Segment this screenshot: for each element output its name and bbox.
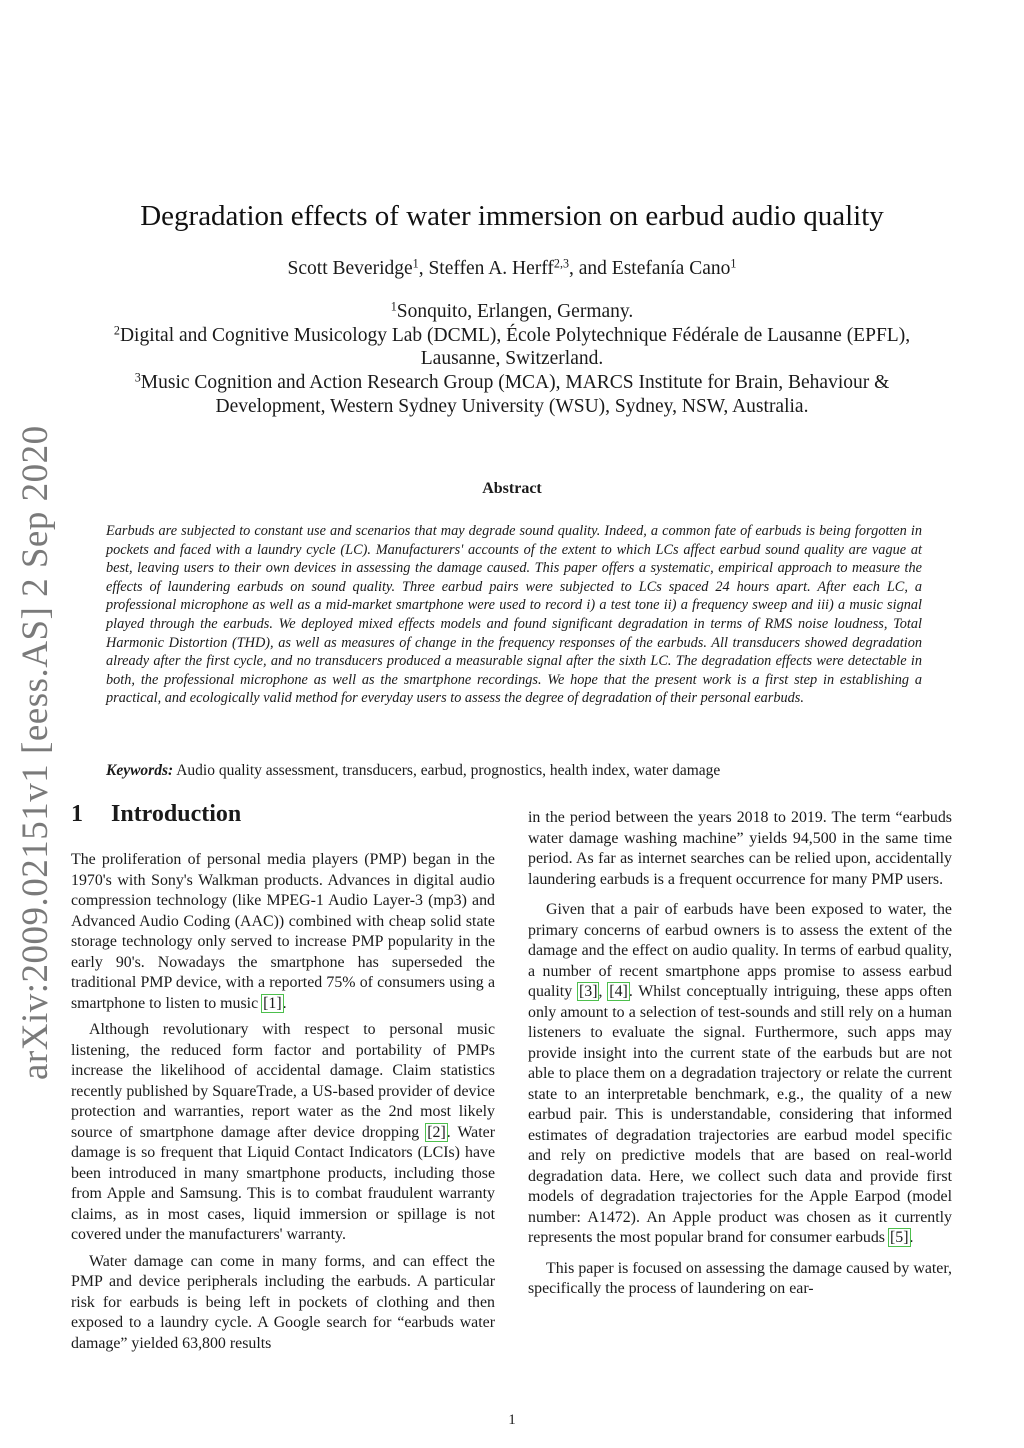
arxiv-identifier[interactable]: arXiv:2009.02151v1 [eess.AS] 2 Sep 2020 xyxy=(15,425,56,1080)
author-name: Steffen A. Herff xyxy=(428,258,554,279)
affiliation-text: Sonquito, Erlangen, Germany. xyxy=(396,301,634,322)
left-column xyxy=(71,800,495,1360)
affiliation-marker: 3 xyxy=(134,370,141,385)
paragraph-text: Although revolutionary with respect to personal music listening, the reduced form factor and portability of PMPs increase the likelihood of accidental damage. Claim statistics recently published by SquareTrade, a US-based provider of device protection and warranties, report water as the 2nd most likely source of smartphone damage after device dropping xyxy=(71,1021,495,1141)
paper-title: Degradation effects of water immersion on earbud audio quality xyxy=(140,200,884,232)
section-heading xyxy=(71,800,495,828)
citation-link[interactable]: [1] xyxy=(263,994,282,1012)
paragraph-text: , xyxy=(598,983,609,1000)
keywords xyxy=(106,762,922,780)
abstract-heading: Abstract xyxy=(482,480,542,497)
affiliation xyxy=(80,324,944,371)
paragraph xyxy=(71,850,495,1014)
paragraph-text: Water damage can come in many forms, and can effect the PMP and device peripherals including the earbuds. A particular risk for earbuds is being left in pockets of clothing and then exposed to a laundry cycle. A Google search for “earbuds water damage” yielded 63,800 results xyxy=(71,1252,495,1352)
right-column xyxy=(528,808,952,1306)
affiliation-text: Music Cognition and Action Research Group (MCA), MARCS Institute for Brain, Behaviour & Development, Western Sydney University (WSU), Sydney, NSW, Australia. xyxy=(140,372,890,417)
author-affil-marker: 2,3 xyxy=(553,256,570,271)
keywords-text: Audio quality assessment, transducers, earbud, prognostics, health index, water damage xyxy=(176,762,721,779)
abstract-text: Earbuds are subjected to constant use and scenarios that may degrade sound quality. Indeed, a common fate of earbuds is being forgotten in pockets and faced with a laundry cycle (LC). Manufacturers' accounts of the extent to which LCs affect earbud sound quality are vague at best, leaving users to their own devices in assessing the damage caused. This paper offers a systematic, empirical approach to measure the effects of laundering earbuds on sound quality. Three earbud pairs were subjected to LCs spaced 24 hours apart. After each LC, a professional microphone as well as a mid-market smartphone were used to record i) a test tone ii) a frequency sweep and iii) a music signal played through the earbuds. We deployed mixed effects models and found significant degradation in terms of RMS noise loudness, Total Harmonic Distortion (THD), as well as measures of change in the frequency responses of the earbuds. All transducers showed degradation already after the first cycle, and no transducers produced a measurable signal after the sixth LC. The degradation effects were detectable in both, the professional microphone as well as the smartphone recordings. We hope that the present work is a first step in establishing a practical, and ecologically valid method for everyday users to assess the degree of degradation of their personal earbuds. xyxy=(106,523,922,707)
affiliation-list xyxy=(80,300,944,419)
affiliation-marker: 2 xyxy=(113,323,120,338)
citation-link[interactable]: [3] xyxy=(578,983,598,1000)
paragraph-text: . Whilst conceptually intriguing, these apps often only amount to a selection of test-sounds and still rely on a human listeners to evaluate the signal. Furthermore, such apps may provide insight into the current state of the earbuds but are not able to place them on a degradation trajectory or relate the current state to an interpretable benchmark, e.g., the quality of a new earbud pair. This is understandable, considering that informed estimates of degradation trajectories are earbud model specific and rely on predictive models that are based on real-world degradation data. Here, we collect such data and provide first models of degradation trajectories for the Apple Earpod (model number: A1472). An Apple product was chosen as it currently represents the most popular brand for consumer earbuds xyxy=(528,983,953,1246)
paragraph xyxy=(528,900,952,1249)
paragraph-text: Given that a pair of earbuds have been exposed to water, the primary concerns of earbud owners is to assess the extent of the damage and the effect on audio quality. In terms of earbud quality, a number of recent smartphone apps promise to assess earbud quality xyxy=(528,901,952,1000)
section-number: 1 xyxy=(71,801,83,827)
paragraph xyxy=(528,1259,952,1300)
paragraph xyxy=(71,1252,495,1355)
paragraph-text: . xyxy=(282,994,287,1012)
citation-link[interactable]: [5] xyxy=(889,1229,909,1246)
affiliation xyxy=(80,300,944,324)
paragraph-text: in the period between the years 2018 to 2019. The term “earbuds water damage washing machine” yields 94,500 in the same time period. As far as internet searches can be relied upon, accidentally laundering earbuds is a frequent occurrence for many PMP users. xyxy=(528,809,952,888)
keywords-label: Keywords: xyxy=(106,762,174,779)
affiliation-text: Digital and Cognitive Musicology Lab (DCML), École Polytechnique Fédérale de Lausanne (EPFL), Lausanne, Switzerland. xyxy=(119,324,911,370)
section-title: Introduction xyxy=(111,801,242,827)
author-affil-marker: 1 xyxy=(730,256,737,271)
author-list xyxy=(0,258,1024,280)
author-separator: , and xyxy=(569,258,612,279)
paragraph-text: The proliferation of personal media players (PMP) began in the 1970's with Sony's Walkman products. Advances in digital audio compression technology (like MPEG-1 Audio Layer-3 (mp3) and Advanced Audio Coding (AAC)) combined with cheap solid state storage technology only served to increase PMP popularity in the early 90's. Nowadays the smartphone has superseded the traditional PMP device, with a reported 75% of consumers using a smartphone to listen to music xyxy=(71,851,495,1012)
author-separator: , xyxy=(418,258,429,279)
paragraph-text: This paper is focused on assessing the damage caused by water, specifically the process of laundering on ear- xyxy=(528,1259,952,1297)
citation-link[interactable]: [4] xyxy=(609,983,628,1000)
citation-link[interactable]: [2] xyxy=(427,1123,446,1141)
paragraph xyxy=(71,1020,495,1246)
affiliation-marker: 1 xyxy=(390,299,397,314)
affiliation xyxy=(80,371,944,418)
page-number: 1 xyxy=(508,1412,516,1428)
author-name: Estefanía Cano xyxy=(611,258,731,279)
author-affil-marker: 1 xyxy=(412,256,419,271)
paragraph-text: . Water damage is so frequent that Liquid Contact Indicators (LCIs) have been introduced in many smartphone products, including those from Apple and Samsung. This is to combat fraudulent warranty claims, as in most cases, liquid immersion or spillage is not covered under the manufacturers' warranty. xyxy=(71,1123,495,1243)
author-name: Scott Beveridge xyxy=(287,258,413,279)
paragraph xyxy=(528,808,952,890)
paragraph-text: . xyxy=(909,1229,914,1246)
